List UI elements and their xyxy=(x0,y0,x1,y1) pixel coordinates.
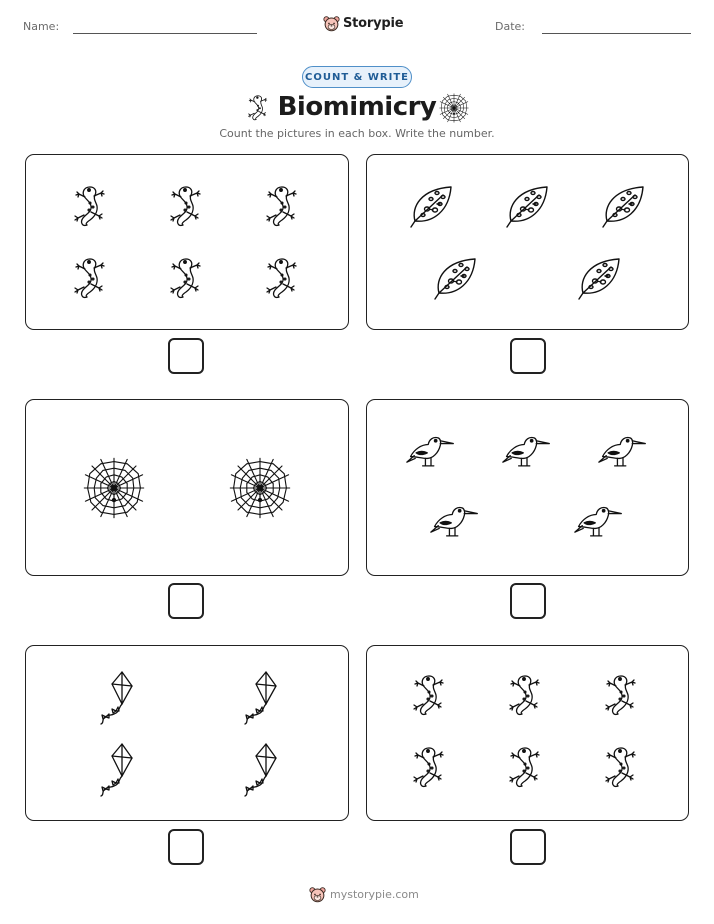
name-line[interactable] xyxy=(73,33,257,34)
count-box-2 xyxy=(366,154,689,330)
brand-logo xyxy=(323,13,403,33)
gecko-icon xyxy=(601,742,641,790)
count-box-4 xyxy=(366,399,689,576)
leaf-icon xyxy=(431,253,479,301)
storypie-bear-icon xyxy=(323,15,340,32)
bird-icon xyxy=(405,430,457,472)
gecko-icon xyxy=(166,253,206,301)
spider-web-icon xyxy=(227,455,293,521)
instructions: Count the pictures in each box. Write the number. xyxy=(219,127,495,140)
kite-icon xyxy=(96,670,136,726)
count-box-1 xyxy=(25,154,349,330)
kite-icon xyxy=(240,670,280,726)
gecko-icon xyxy=(262,253,302,301)
date-label: Date: xyxy=(495,20,525,33)
answer-box-6[interactable] xyxy=(510,829,546,865)
spider-web-icon xyxy=(81,455,147,521)
answer-box-2[interactable] xyxy=(510,338,546,374)
gecko-icon xyxy=(70,253,110,301)
name-label: Name: xyxy=(23,20,60,33)
activity-badge: COUNT & WRITE xyxy=(302,66,412,88)
answer-box-3[interactable] xyxy=(168,583,204,619)
gecko-icon xyxy=(166,181,206,229)
answer-box-1[interactable] xyxy=(168,338,204,374)
gecko-icon xyxy=(70,181,110,229)
answer-box-4[interactable] xyxy=(510,583,546,619)
kite-icon xyxy=(240,742,280,798)
bird-icon xyxy=(501,430,553,472)
leaf-icon xyxy=(503,181,551,229)
leaf-icon xyxy=(575,253,623,301)
date-line[interactable] xyxy=(542,33,691,34)
gecko-icon xyxy=(409,670,449,718)
count-box-6 xyxy=(366,645,689,821)
bird-icon xyxy=(597,430,649,472)
gecko-icon xyxy=(505,670,545,718)
storypie-bear-icon xyxy=(309,886,326,903)
spider-web-icon xyxy=(438,92,470,124)
gecko-icon xyxy=(262,181,302,229)
leaf-icon xyxy=(599,181,647,229)
footer xyxy=(309,886,419,903)
leaf-icon xyxy=(407,181,455,229)
brand-name: Storypie xyxy=(343,15,404,31)
page-title: Biomimicry xyxy=(277,92,437,122)
gecko-icon xyxy=(505,742,545,790)
gecko-icon xyxy=(601,670,641,718)
answer-box-5[interactable] xyxy=(168,829,204,865)
bird-icon xyxy=(573,500,625,542)
bird-icon xyxy=(429,500,481,542)
count-box-3 xyxy=(25,399,349,576)
gecko-icon xyxy=(409,742,449,790)
count-box-5 xyxy=(25,645,349,821)
footer-url[interactable]: mystorypie.com xyxy=(330,888,419,901)
kite-icon xyxy=(96,742,136,798)
